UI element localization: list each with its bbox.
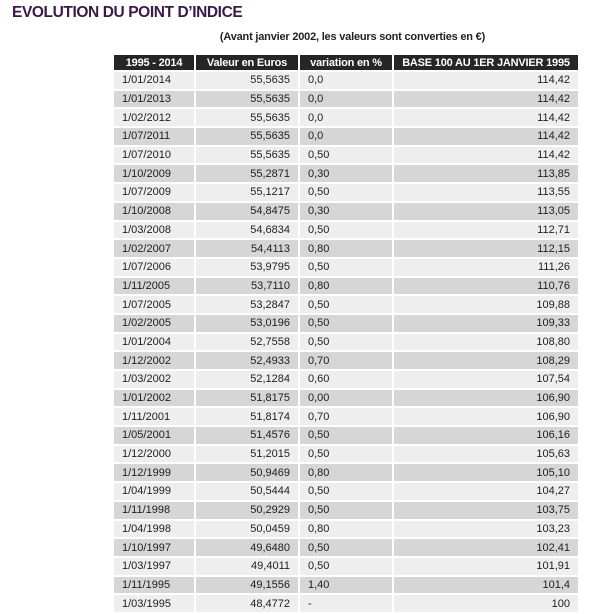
cell-base-100: 113,85 <box>394 165 578 182</box>
cell-variation: 0,70 <box>300 352 392 369</box>
cell-date: 1/11/2001 <box>114 408 194 425</box>
header-variation: variation en % <box>300 55 392 70</box>
cell-variation: - <box>300 595 392 612</box>
cell-value-euros: 51,2015 <box>196 446 298 463</box>
cell-value-euros: 51,8174 <box>196 408 298 425</box>
cell-value-euros: 55,5635 <box>196 72 298 89</box>
cell-variation: 0,0 <box>300 109 392 126</box>
cell-date: 1/01/2013 <box>114 91 194 108</box>
cell-base-100: 103,75 <box>394 502 578 519</box>
cell-date: 1/07/2009 <box>114 184 194 201</box>
cell-variation: 0,50 <box>300 334 392 351</box>
cell-date: 1/05/2001 <box>114 427 194 444</box>
cell-variation: 0,80 <box>300 240 392 257</box>
table-row <box>114 165 578 182</box>
table-row <box>114 203 578 220</box>
cell-date: 1/11/1998 <box>114 502 194 519</box>
cell-base-100: 114,42 <box>394 147 578 164</box>
cell-variation: 0,0 <box>300 91 392 108</box>
subtitle-note: (Avant janvier 2002, les valeurs sont converties en €) <box>219 31 486 43</box>
table-row <box>114 334 578 351</box>
cell-value-euros: 54,8475 <box>196 203 298 220</box>
header-base-100: BASE 100 AU 1ER JANVIER 1995 <box>394 55 578 70</box>
cell-base-100: 112,71 <box>394 222 578 239</box>
cell-variation: 0,50 <box>300 483 392 500</box>
cell-date: 1/10/2009 <box>114 165 194 182</box>
cell-date: 1/03/2002 <box>114 371 194 388</box>
cell-variation: 0,50 <box>300 296 392 313</box>
cell-date: 1/01/2014 <box>114 72 194 89</box>
cell-value-euros: 55,1217 <box>196 184 298 201</box>
cell-date: 1/12/2002 <box>114 352 194 369</box>
table-row <box>114 390 578 407</box>
page-title: EVOLUTION DU POINT D’INDICE <box>12 4 243 21</box>
cell-variation: 0,0 <box>300 128 392 145</box>
header-period: 1995 - 2014 <box>114 55 194 70</box>
cell-base-100: 113,05 <box>394 203 578 220</box>
cell-date: 1/01/2004 <box>114 334 194 351</box>
cell-value-euros: 51,4576 <box>196 427 298 444</box>
cell-variation: 0,50 <box>300 147 392 164</box>
cell-value-euros: 49,6480 <box>196 539 298 556</box>
cell-base-100: 114,42 <box>394 109 578 126</box>
cell-date: 1/04/1998 <box>114 521 194 538</box>
table-row <box>114 128 578 145</box>
cell-date: 1/02/2005 <box>114 315 194 332</box>
cell-base-100: 110,76 <box>394 278 578 295</box>
cell-variation: 0,70 <box>300 408 392 425</box>
cell-value-euros: 50,2929 <box>196 502 298 519</box>
table-row <box>114 464 578 481</box>
cell-base-100: 108,80 <box>394 334 578 351</box>
cell-variation: 0,30 <box>300 203 392 220</box>
cell-date: 1/12/1999 <box>114 464 194 481</box>
cell-base-100: 111,26 <box>394 259 578 276</box>
cell-base-100: 104,27 <box>394 483 578 500</box>
cell-value-euros: 54,4113 <box>196 240 298 257</box>
cell-date: 1/07/2005 <box>114 296 194 313</box>
cell-variation: 0,60 <box>300 371 392 388</box>
cell-date: 1/03/1995 <box>114 595 194 612</box>
cell-value-euros: 48,4772 <box>196 595 298 612</box>
cell-date: 1/11/1995 <box>114 577 194 594</box>
table-row <box>114 278 578 295</box>
cell-base-100: 101,91 <box>394 558 578 575</box>
cell-base-100: 114,42 <box>394 91 578 108</box>
cell-date: 1/02/2012 <box>114 109 194 126</box>
cell-variation: 0,50 <box>300 315 392 332</box>
table-row <box>114 408 578 425</box>
cell-base-100: 106,90 <box>394 408 578 425</box>
table-row <box>114 184 578 201</box>
table-row <box>114 259 578 276</box>
cell-value-euros: 50,0459 <box>196 521 298 538</box>
cell-date: 1/04/1999 <box>114 483 194 500</box>
cell-value-euros: 55,5635 <box>196 91 298 108</box>
cell-variation: 0,30 <box>300 165 392 182</box>
cell-base-100: 109,88 <box>394 296 578 313</box>
cell-variation: 0,50 <box>300 184 392 201</box>
cell-base-100: 112,15 <box>394 240 578 257</box>
header-value-euros: Valeur en Euros <box>196 55 298 70</box>
table-row <box>114 315 578 332</box>
table-row <box>114 558 578 575</box>
cell-date: 1/10/2008 <box>114 203 194 220</box>
cell-value-euros: 55,5635 <box>196 128 298 145</box>
cell-date: 1/11/2005 <box>114 278 194 295</box>
cell-variation: 0,50 <box>300 558 392 575</box>
cell-value-euros: 54,6834 <box>196 222 298 239</box>
cell-date: 1/01/2002 <box>114 390 194 407</box>
cell-base-100: 101,4 <box>394 577 578 594</box>
table-row <box>114 577 578 594</box>
table-row <box>114 352 578 369</box>
cell-base-100: 103,23 <box>394 521 578 538</box>
cell-value-euros: 55,2871 <box>196 165 298 182</box>
table-row <box>114 446 578 463</box>
cell-date: 1/12/2000 <box>114 446 194 463</box>
cell-value-euros: 49,4011 <box>196 558 298 575</box>
cell-date: 1/07/2006 <box>114 259 194 276</box>
cell-variation: 0,50 <box>300 446 392 463</box>
cell-value-euros: 55,5635 <box>196 109 298 126</box>
table-row <box>114 483 578 500</box>
cell-value-euros: 52,4933 <box>196 352 298 369</box>
cell-base-100: 108,29 <box>394 352 578 369</box>
cell-base-100: 109,33 <box>394 315 578 332</box>
table-row <box>114 371 578 388</box>
cell-base-100: 100 <box>394 595 578 612</box>
cell-value-euros: 53,7110 <box>196 278 298 295</box>
cell-base-100: 113,55 <box>394 184 578 201</box>
cell-base-100: 105,63 <box>394 446 578 463</box>
table-row <box>114 147 578 164</box>
cell-base-100: 106,16 <box>394 427 578 444</box>
cell-value-euros: 50,9469 <box>196 464 298 481</box>
table-row <box>114 72 578 89</box>
cell-date: 1/02/2007 <box>114 240 194 257</box>
cell-base-100: 107,54 <box>394 371 578 388</box>
cell-date: 1/07/2011 <box>114 128 194 145</box>
cell-value-euros: 52,7558 <box>196 334 298 351</box>
table-row <box>114 296 578 313</box>
cell-variation: 0,50 <box>300 502 392 519</box>
cell-base-100: 106,90 <box>394 390 578 407</box>
table-row <box>114 595 578 612</box>
cell-variation: 0,80 <box>300 278 392 295</box>
table-row <box>114 109 578 126</box>
cell-variation: 0,00 <box>300 390 392 407</box>
cell-variation: 0,50 <box>300 222 392 239</box>
cell-value-euros: 53,2847 <box>196 296 298 313</box>
cell-base-100: 102,41 <box>394 539 578 556</box>
cell-value-euros: 51,8175 <box>196 390 298 407</box>
cell-date: 1/03/2008 <box>114 222 194 239</box>
cell-variation: 0,50 <box>300 539 392 556</box>
cell-value-euros: 53,0196 <box>196 315 298 332</box>
cell-variation: 0,80 <box>300 521 392 538</box>
cell-date: 1/03/1997 <box>114 558 194 575</box>
table-row <box>114 427 578 444</box>
table-row <box>114 240 578 257</box>
cell-variation: 0,80 <box>300 464 392 481</box>
cell-date: 1/10/1997 <box>114 539 194 556</box>
cell-value-euros: 49,1556 <box>196 577 298 594</box>
cell-value-euros: 50,5444 <box>196 483 298 500</box>
table-row <box>114 521 578 538</box>
cell-variation: 0,0 <box>300 72 392 89</box>
cell-base-100: 114,42 <box>394 72 578 89</box>
cell-variation: 1,40 <box>300 577 392 594</box>
cell-variation: 0,50 <box>300 427 392 444</box>
index-table <box>112 53 580 614</box>
cell-date: 1/07/2010 <box>114 147 194 164</box>
cell-base-100: 114,42 <box>394 128 578 145</box>
cell-value-euros: 52,1284 <box>196 371 298 388</box>
cell-value-euros: 53,9795 <box>196 259 298 276</box>
cell-value-euros: 55,5635 <box>196 147 298 164</box>
cell-base-100: 105,10 <box>394 464 578 481</box>
table-header-row <box>114 55 578 70</box>
table-row <box>114 91 578 108</box>
table-row <box>114 539 578 556</box>
table-body <box>114 72 578 612</box>
cell-variation: 0,50 <box>300 259 392 276</box>
table-row <box>114 502 578 519</box>
table-row <box>114 222 578 239</box>
